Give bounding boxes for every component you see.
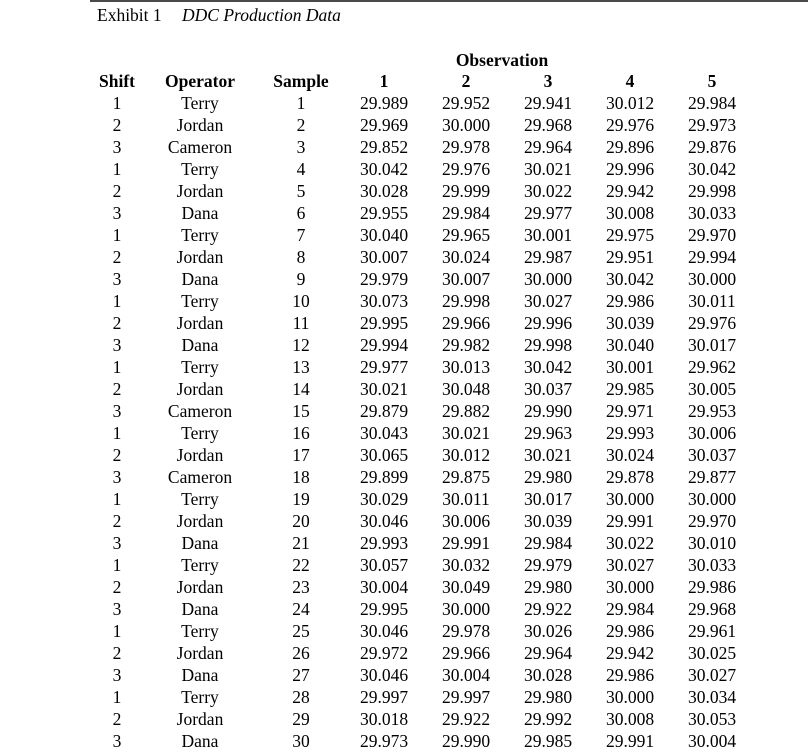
- cell-obs-1: 30.057: [359, 555, 409, 575]
- cell-sample: 12: [292, 335, 310, 355]
- cell-sample: 22: [292, 555, 310, 575]
- cell-obs-2: 29.952: [441, 93, 491, 113]
- cell-obs-2: 30.007: [441, 269, 491, 289]
- cell-obs-3: 30.026: [523, 621, 573, 641]
- cell-obs-3: 30.017: [523, 489, 573, 509]
- cell-operator: Terry: [181, 225, 219, 245]
- cell-obs-5: 30.053: [687, 709, 737, 729]
- cell-obs-1: 29.994: [359, 335, 409, 355]
- table-row: [93, 554, 753, 576]
- cell-shift: 2: [112, 247, 122, 267]
- cell-operator: Jordan: [176, 709, 224, 729]
- cell-obs-3: 30.022: [523, 181, 573, 201]
- cell-obs-4: 30.000: [605, 489, 655, 509]
- cell-obs-5: 30.033: [687, 203, 737, 223]
- cell-obs-4: 29.951: [605, 247, 655, 267]
- cell-obs-3: 29.980: [523, 687, 573, 707]
- cell-obs-5: 30.011: [688, 291, 736, 311]
- cell-obs-2: 30.024: [441, 247, 491, 267]
- cell-operator: Jordan: [176, 247, 224, 267]
- cell-shift: 1: [112, 357, 122, 377]
- cell-sample: 10: [292, 291, 310, 311]
- table-row: [93, 730, 753, 752]
- cell-operator: Jordan: [176, 511, 224, 531]
- cell-operator: Terry: [181, 555, 219, 575]
- cell-obs-4: 29.984: [605, 599, 655, 619]
- exhibit-heading: [97, 5, 341, 26]
- table-row: [93, 686, 753, 708]
- cell-obs-4: 30.040: [605, 335, 655, 355]
- cell-shift: 1: [112, 159, 122, 179]
- col-header-operator: Operator: [165, 71, 235, 91]
- cell-obs-5: 30.005: [687, 379, 737, 399]
- cell-obs-4: 30.042: [605, 269, 655, 289]
- cell-shift: 3: [112, 335, 122, 355]
- cell-sample: 1: [296, 93, 306, 113]
- cell-obs-3: 29.998: [523, 335, 573, 355]
- cell-sample: 4: [296, 159, 306, 179]
- cell-sample: 26: [292, 643, 310, 663]
- cell-operator: Jordan: [176, 313, 224, 333]
- cell-operator: Cameron: [167, 401, 233, 421]
- cell-obs-5: 30.006: [687, 423, 737, 443]
- cell-obs-2: 29.978: [441, 137, 491, 157]
- col-header-obs-3: 3: [543, 71, 553, 91]
- col-header-obs-4: 4: [625, 71, 635, 91]
- cell-obs-1: 29.899: [359, 467, 409, 487]
- cell-sample: 7: [296, 225, 306, 245]
- cell-obs-4: 30.024: [605, 445, 655, 465]
- cell-obs-3: 29.980: [523, 467, 573, 487]
- cell-obs-2: 30.021: [441, 423, 491, 443]
- cell-obs-2: 30.000: [441, 115, 491, 135]
- cell-sample: 23: [292, 577, 310, 597]
- cell-shift: 2: [112, 643, 122, 663]
- table-row: [93, 708, 753, 730]
- cell-shift: 3: [112, 467, 122, 487]
- cell-obs-5: 29.961: [687, 621, 737, 641]
- table-row: [93, 488, 753, 510]
- cell-operator: Terry: [181, 357, 219, 377]
- cell-obs-3: 29.985: [523, 731, 573, 751]
- cell-shift: 1: [112, 687, 122, 707]
- table-body: [93, 92, 753, 752]
- cell-obs-1: 29.995: [359, 599, 409, 619]
- cell-shift: 2: [112, 115, 122, 135]
- cell-obs-3: 29.984: [523, 533, 573, 553]
- cell-operator: Terry: [181, 93, 219, 113]
- cell-obs-5: 30.037: [687, 445, 737, 465]
- table-row: [93, 246, 753, 268]
- cell-obs-3: 29.968: [523, 115, 573, 135]
- cell-operator: Dana: [181, 335, 219, 355]
- cell-sample: 30: [292, 731, 310, 751]
- cell-obs-3: 29.964: [523, 643, 573, 663]
- cell-obs-3: 30.027: [523, 291, 573, 311]
- cell-shift: 2: [112, 379, 122, 399]
- col-header-shift: Shift: [99, 71, 135, 91]
- cell-sample: 18: [292, 467, 310, 487]
- table-row: [93, 642, 753, 664]
- cell-operator: Dana: [181, 731, 219, 751]
- cell-obs-2: 29.976: [441, 159, 491, 179]
- cell-sample: 17: [292, 445, 310, 465]
- observation-group-header: Observation: [455, 50, 549, 70]
- cell-obs-1: 29.969: [359, 115, 409, 135]
- cell-shift: 2: [112, 511, 122, 531]
- cell-obs-1: 29.972: [359, 643, 409, 663]
- table-row: [93, 466, 753, 488]
- cell-sample: 29: [292, 709, 310, 729]
- cell-obs-4: 30.027: [605, 555, 655, 575]
- cell-shift: 2: [112, 181, 122, 201]
- cell-obs-3: 29.963: [523, 423, 573, 443]
- cell-sample: 9: [296, 269, 306, 289]
- cell-obs-2: 29.922: [441, 709, 491, 729]
- table-row: [93, 224, 753, 246]
- cell-obs-5: 29.976: [687, 313, 737, 333]
- cell-obs-2: 30.048: [441, 379, 491, 399]
- cell-shift: 3: [112, 269, 122, 289]
- cell-obs-4: 29.986: [605, 291, 655, 311]
- cell-operator: Dana: [181, 599, 219, 619]
- cell-obs-5: 29.953: [687, 401, 737, 421]
- table-row: [93, 510, 753, 532]
- cell-obs-2: 30.011: [442, 489, 490, 509]
- table-row: [93, 202, 753, 224]
- cell-sample: 28: [292, 687, 310, 707]
- cell-obs-1: 29.997: [359, 687, 409, 707]
- cell-obs-1: 30.046: [359, 665, 409, 685]
- cell-shift: 1: [112, 621, 122, 641]
- cell-obs-2: 29.978: [441, 621, 491, 641]
- cell-shift: 3: [112, 137, 122, 157]
- cell-obs-2: 29.982: [441, 335, 491, 355]
- cell-obs-5: 29.968: [687, 599, 737, 619]
- cell-obs-5: 30.025: [687, 643, 737, 663]
- table-row: [93, 334, 753, 356]
- cell-obs-5: 29.984: [687, 93, 737, 113]
- cell-obs-2: 29.965: [441, 225, 491, 245]
- cell-shift: 3: [112, 665, 122, 685]
- cell-obs-5: 29.877: [687, 467, 737, 487]
- cell-obs-1: 29.979: [359, 269, 409, 289]
- cell-obs-2: 30.006: [441, 511, 491, 531]
- cell-obs-3: 29.992: [523, 709, 573, 729]
- col-header-obs-1: 1: [379, 71, 389, 91]
- cell-obs-5: 29.994: [687, 247, 737, 267]
- cell-shift: 3: [112, 731, 122, 751]
- cell-obs-2: 29.966: [441, 643, 491, 663]
- table-row: [93, 290, 753, 312]
- cell-obs-1: 30.046: [359, 621, 409, 641]
- cell-obs-3: 29.964: [523, 137, 573, 157]
- table-row: [93, 268, 753, 290]
- cell-obs-5: 30.000: [687, 489, 737, 509]
- cell-obs-1: 29.879: [359, 401, 409, 421]
- table-row: [93, 664, 753, 686]
- table-row: [93, 158, 753, 180]
- cell-obs-3: 29.941: [523, 93, 573, 113]
- cell-obs-5: 29.970: [687, 225, 737, 245]
- cell-obs-3: 29.979: [523, 555, 573, 575]
- cell-obs-5: 29.876: [687, 137, 737, 157]
- cell-obs-2: 30.012: [441, 445, 491, 465]
- cell-obs-4: 29.996: [605, 159, 655, 179]
- cell-obs-1: 30.021: [359, 379, 409, 399]
- cell-obs-4: 29.986: [605, 621, 655, 641]
- cell-sample: 3: [296, 137, 306, 157]
- cell-obs-1: 30.007: [359, 247, 409, 267]
- cell-obs-3: 30.021: [523, 445, 573, 465]
- cell-obs-3: 29.977: [523, 203, 573, 223]
- table-row: [93, 312, 753, 334]
- cell-obs-3: 30.042: [523, 357, 573, 377]
- cell-obs-4: 29.991: [605, 731, 655, 751]
- cell-shift: 1: [112, 489, 122, 509]
- cell-obs-1: 29.995: [359, 313, 409, 333]
- cell-sample: 13: [292, 357, 310, 377]
- cell-operator: Dana: [181, 665, 219, 685]
- cell-obs-1: 30.040: [359, 225, 409, 245]
- table-row: [93, 620, 753, 642]
- cell-obs-5: 29.986: [687, 577, 737, 597]
- cell-obs-1: 30.029: [359, 489, 409, 509]
- cell-operator: Jordan: [176, 577, 224, 597]
- table-row: [93, 422, 753, 444]
- table-row: [93, 378, 753, 400]
- table-row: [93, 92, 753, 114]
- cell-obs-3: 30.001: [523, 225, 573, 245]
- cell-shift: 2: [112, 577, 122, 597]
- table-row: [93, 400, 753, 422]
- cell-obs-4: 29.942: [605, 643, 655, 663]
- cell-operator: Terry: [181, 159, 219, 179]
- cell-obs-1: 30.004: [359, 577, 409, 597]
- cell-obs-1: 30.018: [359, 709, 409, 729]
- cell-shift: 2: [112, 709, 122, 729]
- cell-obs-5: 29.970: [687, 511, 737, 531]
- cell-obs-5: 30.027: [687, 665, 737, 685]
- cell-obs-4: 30.008: [605, 709, 655, 729]
- cell-obs-4: 29.971: [605, 401, 655, 421]
- cell-obs-1: 30.046: [359, 511, 409, 531]
- table-row: [93, 576, 753, 598]
- cell-shift: 1: [112, 291, 122, 311]
- cell-obs-2: 29.966: [441, 313, 491, 333]
- cell-shift: 3: [112, 203, 122, 223]
- cell-obs-1: 30.042: [359, 159, 409, 179]
- cell-sample: 15: [292, 401, 310, 421]
- cell-obs-2: 29.882: [441, 401, 491, 421]
- cell-obs-1: 30.065: [359, 445, 409, 465]
- cell-obs-1: 29.989: [359, 93, 409, 113]
- table-row: [93, 598, 753, 620]
- cell-obs-5: 29.973: [687, 115, 737, 135]
- production-data-table: [93, 70, 753, 752]
- cell-obs-2: 30.013: [441, 357, 491, 377]
- cell-obs-2: 29.984: [441, 203, 491, 223]
- cell-obs-2: 30.004: [441, 665, 491, 685]
- cell-shift: 1: [112, 423, 122, 443]
- cell-obs-1: 29.973: [359, 731, 409, 751]
- cell-sample: 11: [292, 313, 310, 333]
- cell-operator: Terry: [181, 489, 219, 509]
- cell-obs-5: 30.010: [687, 533, 737, 553]
- cell-obs-2: 29.999: [441, 181, 491, 201]
- cell-obs-3: 30.039: [523, 511, 573, 531]
- cell-operator: Dana: [181, 533, 219, 553]
- cell-obs-4: 29.896: [605, 137, 655, 157]
- cell-obs-3: 30.028: [523, 665, 573, 685]
- cell-obs-4: 29.976: [605, 115, 655, 135]
- table-header-row: [93, 70, 753, 92]
- cell-obs-3: 29.996: [523, 313, 573, 333]
- cell-sample: 19: [292, 489, 310, 509]
- cell-obs-5: 30.034: [687, 687, 737, 707]
- cell-sample: 2: [296, 115, 306, 135]
- cell-sample: 14: [292, 379, 310, 399]
- cell-obs-1: 29.955: [359, 203, 409, 223]
- cell-obs-5: 30.017: [687, 335, 737, 355]
- cell-operator: Jordan: [176, 445, 224, 465]
- table-row: [93, 444, 753, 466]
- cell-operator: Cameron: [167, 467, 233, 487]
- cell-sample: 16: [292, 423, 310, 443]
- cell-shift: 3: [112, 599, 122, 619]
- cell-obs-4: 30.001: [605, 357, 655, 377]
- cell-operator: Jordan: [176, 643, 224, 663]
- cell-obs-1: 29.977: [359, 357, 409, 377]
- cell-sample: 6: [296, 203, 306, 223]
- cell-shift: 2: [112, 445, 122, 465]
- cell-obs-4: 30.000: [605, 687, 655, 707]
- cell-obs-1: 29.993: [359, 533, 409, 553]
- cell-operator: Terry: [181, 423, 219, 443]
- cell-sample: 8: [296, 247, 306, 267]
- cell-operator: Dana: [181, 269, 219, 289]
- cell-obs-1: 30.028: [359, 181, 409, 201]
- cell-operator: Cameron: [167, 137, 233, 157]
- cell-shift: 3: [112, 401, 122, 421]
- cell-obs-1: 30.073: [359, 291, 409, 311]
- cell-obs-5: 30.000: [687, 269, 737, 289]
- cell-obs-4: 30.012: [605, 93, 655, 113]
- cell-obs-5: 29.962: [687, 357, 737, 377]
- cell-obs-4: 30.000: [605, 577, 655, 597]
- cell-operator: Dana: [181, 203, 219, 223]
- cell-obs-3: 30.021: [523, 159, 573, 179]
- col-header-obs-5: 5: [707, 71, 717, 91]
- cell-obs-2: 29.998: [441, 291, 491, 311]
- exhibit-title: DDC Production Data: [182, 5, 341, 25]
- cell-sample: 20: [292, 511, 310, 531]
- exhibit-label: Exhibit 1: [97, 5, 162, 25]
- cell-sample: 21: [292, 533, 310, 553]
- cell-sample: 5: [296, 181, 306, 201]
- cell-shift: 1: [112, 93, 122, 113]
- col-header-obs-2: 2: [461, 71, 471, 91]
- cell-sample: 24: [292, 599, 310, 619]
- cell-obs-2: 29.990: [441, 731, 491, 751]
- cell-obs-2: 29.997: [441, 687, 491, 707]
- cell-obs-2: 30.032: [441, 555, 491, 575]
- cell-obs-5: 30.004: [687, 731, 737, 751]
- cell-operator: Jordan: [176, 115, 224, 135]
- cell-obs-5: 30.042: [687, 159, 737, 179]
- cell-obs-4: 29.975: [605, 225, 655, 245]
- cell-shift: 2: [112, 313, 122, 333]
- table-row: [93, 114, 753, 136]
- cell-shift: 1: [112, 555, 122, 575]
- cell-obs-3: 30.037: [523, 379, 573, 399]
- cell-obs-3: 29.987: [523, 247, 573, 267]
- table-row: [93, 532, 753, 554]
- cell-obs-4: 29.942: [605, 181, 655, 201]
- cell-obs-3: 29.990: [523, 401, 573, 421]
- cell-obs-4: 30.008: [605, 203, 655, 223]
- cell-sample: 25: [292, 621, 310, 641]
- cell-obs-1: 30.043: [359, 423, 409, 443]
- cell-obs-2: 29.991: [441, 533, 491, 553]
- cell-sample: 27: [292, 665, 310, 685]
- cell-operator: Terry: [181, 291, 219, 311]
- cell-obs-4: 29.991: [605, 511, 655, 531]
- cell-obs-2: 30.049: [441, 577, 491, 597]
- col-header-sample: Sample: [273, 71, 329, 91]
- cell-obs-4: 29.985: [605, 379, 655, 399]
- cell-obs-4: 29.993: [605, 423, 655, 443]
- cell-obs-4: 30.022: [605, 533, 655, 553]
- cell-obs-1: 29.852: [359, 137, 409, 157]
- cell-operator: Jordan: [176, 379, 224, 399]
- table-row: [93, 136, 753, 158]
- top-rule: [90, 0, 808, 2]
- cell-obs-4: 30.039: [605, 313, 655, 333]
- cell-obs-3: 29.922: [523, 599, 573, 619]
- cell-operator: Terry: [181, 621, 219, 641]
- cell-obs-4: 29.986: [605, 665, 655, 685]
- table-row: [93, 180, 753, 202]
- cell-obs-3: 29.980: [523, 577, 573, 597]
- cell-operator: Jordan: [176, 181, 224, 201]
- cell-obs-5: 30.033: [687, 555, 737, 575]
- cell-obs-2: 30.000: [441, 599, 491, 619]
- table-row: [93, 356, 753, 378]
- cell-shift: 3: [112, 533, 122, 553]
- cell-operator: Terry: [181, 687, 219, 707]
- cell-obs-3: 30.000: [523, 269, 573, 289]
- cell-obs-4: 29.878: [605, 467, 655, 487]
- cell-obs-5: 29.998: [687, 181, 737, 201]
- cell-shift: 1: [112, 225, 122, 245]
- cell-obs-2: 29.875: [441, 467, 491, 487]
